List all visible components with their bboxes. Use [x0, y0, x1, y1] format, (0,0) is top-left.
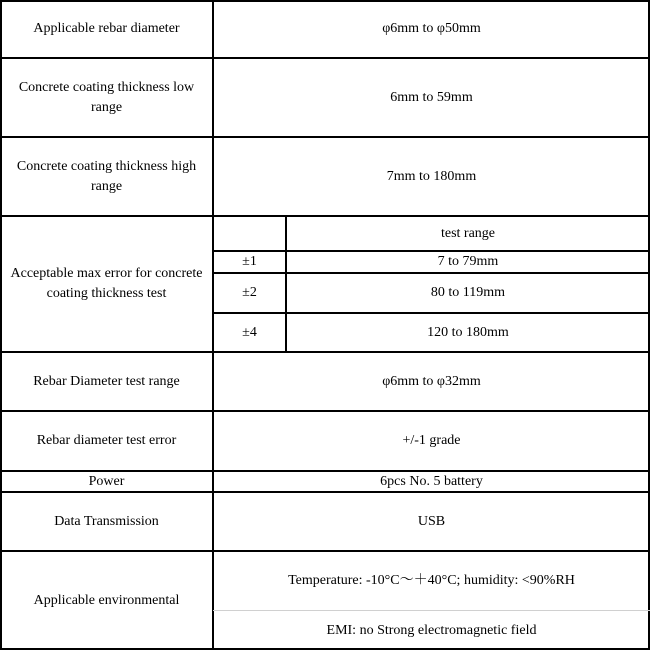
subtable-row-divider [213, 272, 650, 274]
column-divider [212, 0, 214, 650]
value-coating-high: 7mm to 180mm [386, 168, 477, 184]
row-divider [0, 215, 650, 217]
subtable-column-divider [285, 216, 287, 352]
row-divider [0, 470, 650, 472]
label-data-transmission: Data Transmission [54, 513, 159, 529]
label-rebar-diameter: Applicable rebar diameter [33, 21, 180, 36]
value-emi: EMI: no Strong electromagnetic field [326, 622, 537, 638]
value-diameter-range: φ6mm to φ32mm [382, 373, 481, 389]
error-value-3: ±4 [242, 324, 257, 340]
row-divider [0, 351, 650, 353]
subtable-row-divider [213, 312, 650, 314]
range-value-1: 7 to 79mm [437, 254, 499, 269]
value-temperature-humidity: Temperature: -10°C～＋40°C; humidity: <90%RH [288, 573, 575, 588]
value-coating-low: 6mm to 59mm [390, 89, 473, 105]
row-divider [0, 410, 650, 412]
error-value-2: ±2 [242, 285, 257, 300]
border-left [0, 0, 2, 650]
value-data-transmission: USB [417, 513, 446, 529]
error-value-1: ±1 [242, 254, 257, 269]
border-top [0, 0, 650, 2]
value-power: 6pcs No. 5 battery [380, 473, 483, 489]
row-divider [0, 491, 650, 493]
label-coating-high: Concrete coating thickness high range [16, 158, 197, 194]
subtable-header: test range [440, 225, 496, 241]
row-divider [0, 136, 650, 138]
label-coating-low: Concrete coating thickness low range [18, 79, 195, 115]
label-environment: Applicable environmental [33, 592, 180, 608]
label-max-error: Acceptable max error for concrete coating thickness test [10, 266, 203, 301]
value-diameter-error: +/-1 grade [402, 433, 461, 448]
label-diameter-error: Rebar diameter test error [36, 433, 177, 448]
value-rebar-diameter: φ6mm to φ50mm [382, 21, 481, 36]
range-value-3: 120 to 180mm [427, 324, 509, 340]
label-diameter-range: Rebar Diameter test range [33, 373, 180, 389]
row-divider [0, 550, 650, 552]
environment-divider [213, 610, 650, 611]
row-divider [0, 57, 650, 59]
label-power: Power [88, 473, 125, 489]
subtable-row-divider [213, 250, 650, 252]
range-value-2: 80 to 119mm [430, 285, 506, 300]
